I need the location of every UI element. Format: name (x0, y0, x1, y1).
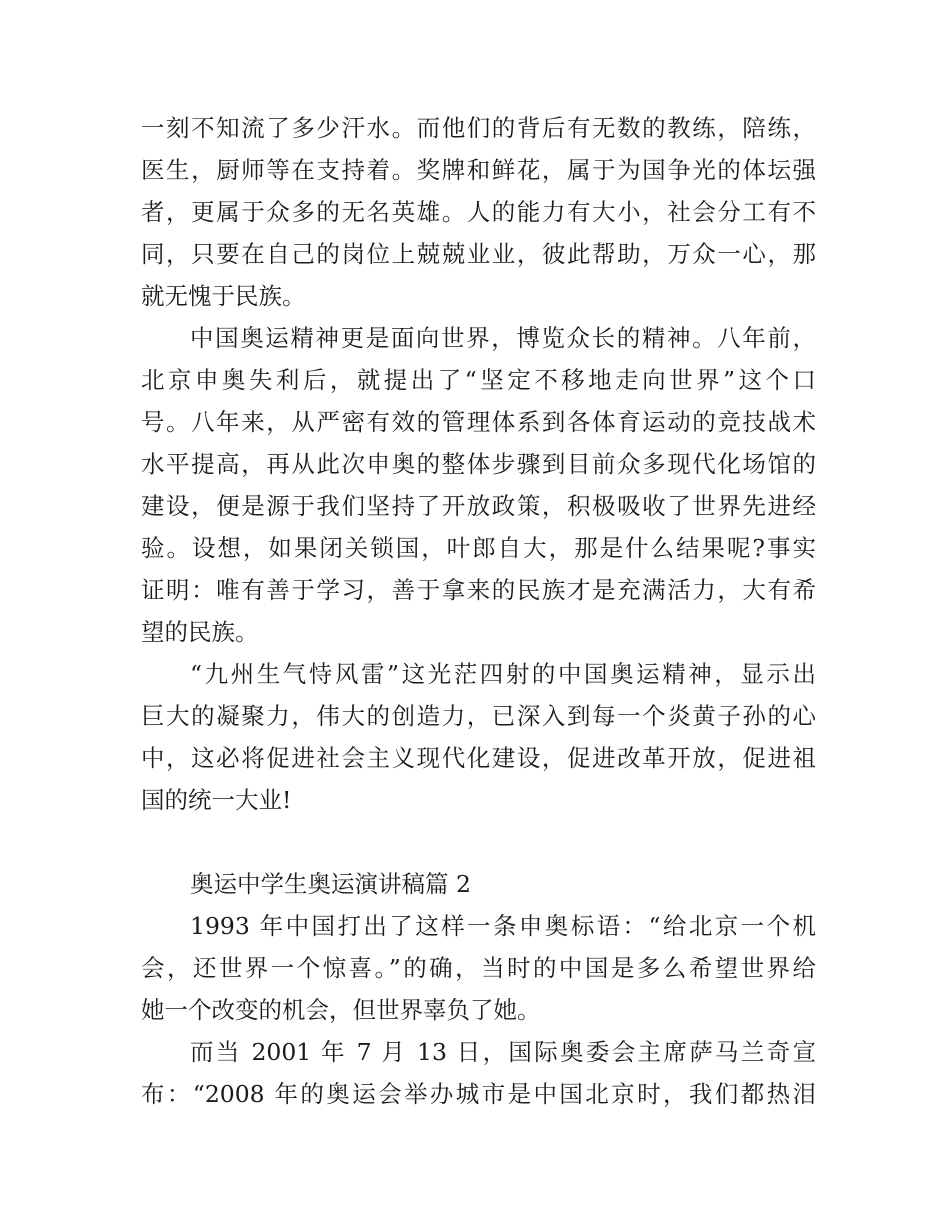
text-line: 北京申奥失利后，就提出了“坚定不移地走向世界”这个口 (141, 366, 816, 394)
text-line: 水平提高，再从此次申奥的整体步骤到目前众多现代化场馆的 (141, 450, 816, 478)
text-line: 一刻不知流了多少汗水。而他们的背后有无数的教练，陪练， (141, 114, 816, 142)
text-line: 同，只要在自己的岗位上兢兢业业，彼此帮助，万众一心，那 (141, 240, 816, 268)
paragraph-first-line: “九州生气恃风雷”这光茫四射的中国奥运精神，显示出 (190, 660, 816, 688)
text-line: 会，还世界一个惊喜。”的确，当时的中国是多么希望世界给 (141, 954, 816, 982)
text-line: 巨大的凝聚力，伟大的创造力，已深入到每一个炎黄子孙的心 (141, 702, 816, 730)
text-line: 验。设想，如果闭关锁国，叶郎自大，那是什么结果呢?事实 (141, 534, 816, 562)
text-line: 她一个改变的机会，但世界辜负了她。 (141, 996, 541, 1024)
paragraph-first-line: 中国奥运精神更是面向世界，博览众长的精神。八年前， (190, 324, 816, 352)
section-heading: 奥运中学生奥运演讲稿篇 2 (190, 870, 471, 898)
text-line: 就无愧于民族。 (141, 282, 306, 310)
text-line: 国的统一大业! (141, 786, 292, 814)
text-line: 望的民族。 (141, 618, 259, 646)
text-line: 布：“2008 年的奥运会举办城市是中国北京时，我们都热泪 (141, 1080, 816, 1108)
text-line: 号。八年来，从严密有效的管理体系到各体育运动的竞技战术 (141, 408, 816, 436)
text-line: 中，这必将促进社会主义现代化建设，促进改革开放，促进祖 (141, 744, 816, 772)
text-line: 建设，便是源于我们坚持了开放政策，积极吸收了世界先进经 (141, 492, 816, 520)
paragraph-first-line: 1993 年中国打出了这样一条申奥标语：“给北京一个机 (190, 912, 816, 940)
text-line: 医生，厨师等在支持着。奖牌和鲜花，属于为国争光的体坛强 (141, 156, 816, 184)
paragraph-first-line: 而当 2001 年 7 月 13 日，国际奥委会主席萨马兰奇宣 (190, 1038, 816, 1066)
text-line: 证明：唯有善于学习，善于拿来的民族才是充满活力，大有希 (141, 576, 816, 604)
text-line: 者，更属于众多的无名英雄。人的能力有大小，社会分工有不 (141, 198, 816, 226)
